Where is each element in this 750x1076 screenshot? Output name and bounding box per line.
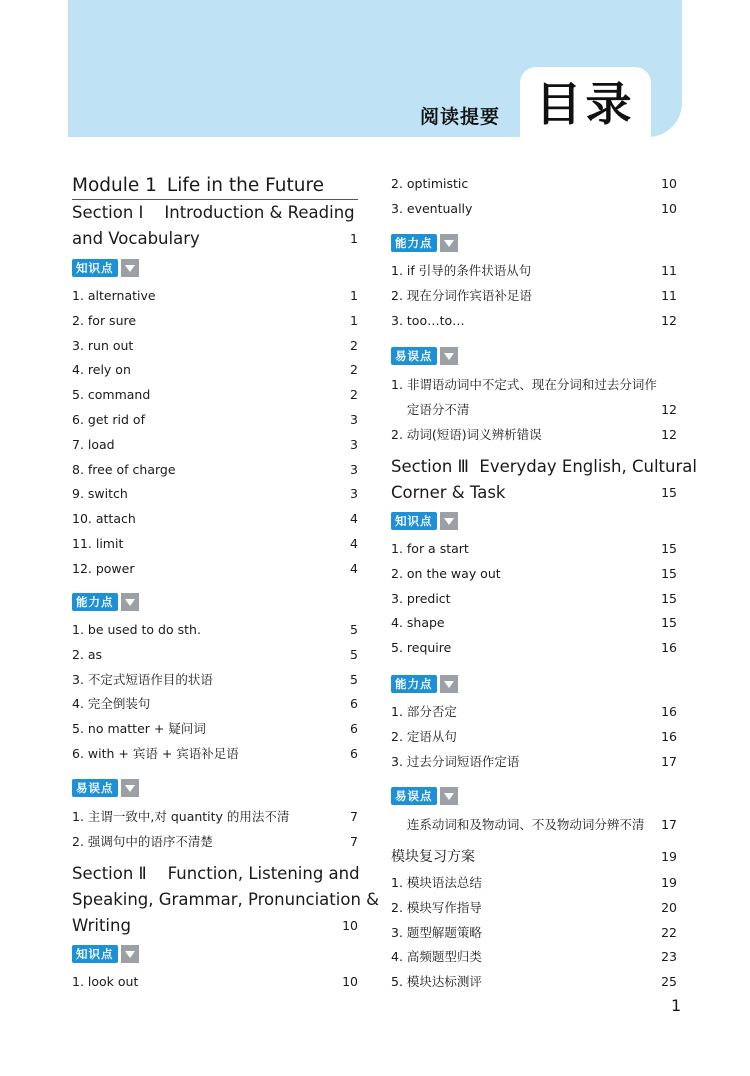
toc-entry[interactable] xyxy=(391,288,677,304)
toc-entry-text: 12. power xyxy=(72,560,135,576)
toc-entry-text: 3. 题型解题策略 xyxy=(391,924,482,940)
toc-entry[interactable] xyxy=(72,338,358,354)
toc-entry[interactable] xyxy=(391,427,677,443)
triangle-down-icon xyxy=(121,779,139,797)
toc-entry[interactable] xyxy=(72,834,358,850)
badge-label: 易误点 xyxy=(72,779,118,797)
toc-entry[interactable] xyxy=(72,486,358,502)
toc-entry-text: 4. rely on xyxy=(72,362,131,378)
toc-entry[interactable] xyxy=(391,615,677,631)
toc-entry-page: 3 xyxy=(350,461,358,477)
badge-knowledge-2 xyxy=(72,945,139,963)
badge-ability-3 xyxy=(391,675,458,693)
badge-label: 知识点 xyxy=(72,945,118,963)
section-1-heading[interactable] xyxy=(72,200,358,252)
toc-entry-page: 5 xyxy=(350,671,358,687)
toc-entry-text: 2. 定语从句 xyxy=(391,728,457,744)
toc-entry[interactable] xyxy=(72,672,358,688)
toc-entry-text: 连系动词和及物动词、不及物动词分辨不清 xyxy=(391,817,645,832)
toc-entry-text: 3. predict xyxy=(391,590,451,606)
toc-entry[interactable] xyxy=(391,377,677,393)
badge-error-2 xyxy=(391,347,458,365)
toc-entry-page: 12 xyxy=(661,312,677,328)
toc-entry-text: 2. as xyxy=(72,646,103,662)
review-heading[interactable] xyxy=(391,849,677,865)
triangle-down-icon xyxy=(440,675,458,693)
toc-entry-page: 6 xyxy=(350,746,358,761)
toc-entry[interactable] xyxy=(72,561,358,577)
badge-ability-1 xyxy=(72,593,139,611)
toc-entry-text: 10. attach xyxy=(72,511,136,527)
toc-entry-text: 11. limit xyxy=(72,536,124,551)
toc-entry[interactable] xyxy=(391,176,677,192)
triangle-down-icon xyxy=(121,945,139,963)
badge-label: 能力点 xyxy=(391,234,437,252)
toc-entry-text: 定语分不清 xyxy=(391,401,470,417)
toc-entry-text: 2. 现在分词作宾语补足语 xyxy=(391,287,532,303)
toc-entry-page: 2 xyxy=(350,387,358,403)
toc-entry-text: 1. if 引导的条件状语从句 xyxy=(391,263,532,278)
section-3-line1: Section Ⅲ Everyday English, Cultural xyxy=(391,457,697,476)
toc-entry-page: 5 xyxy=(350,622,358,637)
triangle-down-icon xyxy=(440,347,458,365)
badge-label: 易误点 xyxy=(391,347,437,365)
toc-entry[interactable] xyxy=(72,696,358,712)
toc-entry-text: 2. 模块写作指导 xyxy=(391,899,482,915)
toc-entry-text: 2. for sure xyxy=(72,312,137,328)
section-1-line1: Section Ⅰ Introduction & Reading xyxy=(72,203,355,222)
badge-label: 能力点 xyxy=(72,593,118,611)
toc-entry[interactable] xyxy=(72,622,358,638)
toc-entry-text: 1. 模块语法总结 xyxy=(391,875,482,890)
toc-entry[interactable] xyxy=(72,746,358,762)
toc-entry-page: 11 xyxy=(661,287,677,303)
toc-entry-text: 2. 强调句中的语序不清楚 xyxy=(72,833,213,849)
toc-entry[interactable] xyxy=(391,817,677,833)
toc-entry-page: 19 xyxy=(661,875,677,890)
toc-entry-text: 5. 模块达标测评 xyxy=(391,974,482,990)
toc-entry-text: 1. for a start xyxy=(391,541,469,556)
toc-entry-page: 11 xyxy=(661,263,677,278)
toc-entry[interactable] xyxy=(391,974,677,990)
toc-entry[interactable] xyxy=(72,647,358,663)
toc-entry-page: 6 xyxy=(350,696,358,712)
badge-error-1 xyxy=(72,779,139,797)
review-page: 19 xyxy=(661,849,677,864)
toc-entry-text: 1. 部分否定 xyxy=(391,704,457,719)
section-1-line2: and Vocabulary xyxy=(72,229,200,248)
toc-entry[interactable] xyxy=(391,704,677,720)
section-2-line1: Section Ⅱ Function, Listening and xyxy=(72,864,360,883)
triangle-down-icon xyxy=(121,259,139,277)
triangle-down-icon xyxy=(121,593,139,611)
toc-entry-text: 2. on the way out xyxy=(391,565,501,581)
triangle-down-icon xyxy=(440,787,458,805)
toc-entry-page: 16 xyxy=(661,704,677,719)
toc-entry[interactable] xyxy=(72,412,358,428)
toc-entry[interactable] xyxy=(72,536,358,552)
section-1-page: 1 xyxy=(350,231,358,246)
toc-entry-text: 5. require xyxy=(391,640,452,656)
toc-entry-page: 10 xyxy=(661,200,677,216)
module-title xyxy=(72,174,358,200)
toc-entry[interactable] xyxy=(391,925,677,941)
toc-entry-text: 3. run out xyxy=(72,337,134,353)
toc-entry-text: 3. 不定式短语作目的状语 xyxy=(72,671,213,687)
toc-entry[interactable] xyxy=(72,511,358,527)
triangle-down-icon xyxy=(440,234,458,252)
toc-entry[interactable] xyxy=(72,313,358,329)
toc-entry-text: 3. eventually xyxy=(391,200,473,216)
toc-entry[interactable] xyxy=(391,640,677,656)
toc-entry-text: 9. switch xyxy=(72,486,128,502)
toc-entry-page: 20 xyxy=(661,899,677,915)
page-number: 1 xyxy=(671,996,682,1015)
toc-entry-text: 1. alternative xyxy=(72,288,156,303)
toc-entry-page: 12 xyxy=(661,426,677,442)
toc-entry-text: 3. too…to… xyxy=(391,312,465,328)
toc-entry-text: 5. command xyxy=(72,387,151,403)
toc-entry-page: 5 xyxy=(350,646,358,662)
toc-entry-page: 10 xyxy=(342,974,358,989)
toc-entry-page: 7 xyxy=(350,809,358,824)
toc-entry[interactable] xyxy=(391,591,677,607)
toc-entry-text: 1. look out xyxy=(72,974,139,989)
section-3-heading[interactable] xyxy=(391,454,697,506)
badge-label: 知识点 xyxy=(72,259,118,277)
toc-entry-page: 15 xyxy=(661,565,677,581)
toc-entry-page: 4 xyxy=(350,511,358,527)
badge-knowledge-1 xyxy=(72,259,139,277)
toc-entry[interactable] xyxy=(391,729,677,745)
toc-entry-text: 2. 动词(短语)词义辨析错误 xyxy=(391,426,542,442)
section-3-page: 15 xyxy=(661,485,677,500)
toc-entry[interactable] xyxy=(391,402,677,418)
badge-knowledge-3 xyxy=(391,512,458,530)
toc-entry-page: 17 xyxy=(661,817,677,832)
toc-entry-page: 1 xyxy=(350,312,358,328)
toc-entry-page: 3 xyxy=(350,486,358,502)
toc-entry-page: 16 xyxy=(661,728,677,744)
section-3-line2: Corner & Task xyxy=(391,483,506,502)
review-title: 模块复习方案 xyxy=(391,849,475,865)
toc-entry-page: 4 xyxy=(350,536,358,551)
toc-entry-page: 3 xyxy=(350,436,358,452)
toc-entry-page: 12 xyxy=(661,401,677,417)
module-number: Module 1 xyxy=(72,175,157,196)
toc-entry[interactable] xyxy=(72,362,358,378)
toc-entry-page: 6 xyxy=(350,721,358,737)
toc-entry[interactable] xyxy=(72,974,358,990)
section-2-heading[interactable] xyxy=(72,861,380,939)
toc-entry-text: 6. with + 宾语 + 宾语补足语 xyxy=(72,746,239,761)
toc-entry-page: 2 xyxy=(350,337,358,353)
badge-label: 能力点 xyxy=(391,675,437,693)
toc-entry-page: 15 xyxy=(661,541,677,556)
toc-entry-page: 25 xyxy=(661,974,677,990)
toc-entry-text: 3. 过去分词短语作定语 xyxy=(391,753,520,769)
toc-entry-page: 16 xyxy=(661,640,677,656)
page-title: 目录 xyxy=(535,77,636,131)
toc-entry[interactable] xyxy=(72,387,358,403)
page-subtitle: 阅读提要 xyxy=(420,106,501,128)
toc-entry[interactable] xyxy=(72,437,358,453)
toc-entry[interactable] xyxy=(391,754,677,770)
toc-entry[interactable] xyxy=(391,900,677,916)
toc-entry-page: 22 xyxy=(661,924,677,940)
badge-error-3 xyxy=(391,787,458,805)
toc-entry-text: 7. load xyxy=(72,436,115,452)
toc-entry[interactable] xyxy=(391,566,677,582)
toc-entry[interactable] xyxy=(72,462,358,478)
toc-entry[interactable] xyxy=(391,201,677,217)
toc-entry-text: 4. 高频题型归类 xyxy=(391,949,482,965)
toc-entry[interactable] xyxy=(391,313,677,329)
toc-entry-text: 4. shape xyxy=(391,615,445,631)
toc-entry-text: 8. free of charge xyxy=(72,461,176,477)
section-2-line3: Writing xyxy=(72,916,131,935)
toc-entry-text: 6. get rid of xyxy=(72,412,145,427)
toc-entry-page: 10 xyxy=(661,176,677,191)
toc-entry-page: 17 xyxy=(661,753,677,769)
toc-entry[interactable] xyxy=(72,721,358,737)
toc-entry-page: 7 xyxy=(350,833,358,849)
toc-entry-page: 23 xyxy=(661,949,677,965)
toc-entry-page: 15 xyxy=(661,615,677,631)
toc-entry[interactable] xyxy=(391,875,677,891)
section-2-page: 10 xyxy=(342,918,358,933)
toc-entry-text: 4. 完全倒装句 xyxy=(72,696,151,712)
toc-entry[interactable] xyxy=(391,541,677,557)
toc-entry-page: 15 xyxy=(661,590,677,606)
toc-entry-text: 1. 主谓一致中,对 quantity 的用法不清 xyxy=(72,809,290,824)
toc-entry[interactable] xyxy=(72,809,358,825)
toc-entry-page: 2 xyxy=(350,362,358,378)
toc-entry[interactable] xyxy=(391,949,677,965)
toc-entry-page: 3 xyxy=(350,412,358,427)
toc-entry-text: 1. be used to do sth. xyxy=(72,622,201,637)
toc-entry-text: 2. optimistic xyxy=(391,176,469,191)
badge-label: 易误点 xyxy=(391,787,437,805)
toc-entry[interactable] xyxy=(72,288,358,304)
toc-entry-text: 5. no matter + 疑问词 xyxy=(72,721,206,737)
section-2-line2: Speaking, Grammar, Pronunciation & xyxy=(72,890,380,909)
toc-entry-page: 4 xyxy=(350,560,358,576)
badge-ability-2 xyxy=(391,234,458,252)
triangle-down-icon xyxy=(440,512,458,530)
toc-entry[interactable] xyxy=(391,263,677,279)
toc-entry-text: 1. 非谓语动词中不定式、现在分词和过去分词作 xyxy=(391,377,657,392)
toc-entry-page: 1 xyxy=(350,288,358,303)
badge-label: 知识点 xyxy=(391,512,437,530)
module-name: Life in the Future xyxy=(166,175,325,196)
